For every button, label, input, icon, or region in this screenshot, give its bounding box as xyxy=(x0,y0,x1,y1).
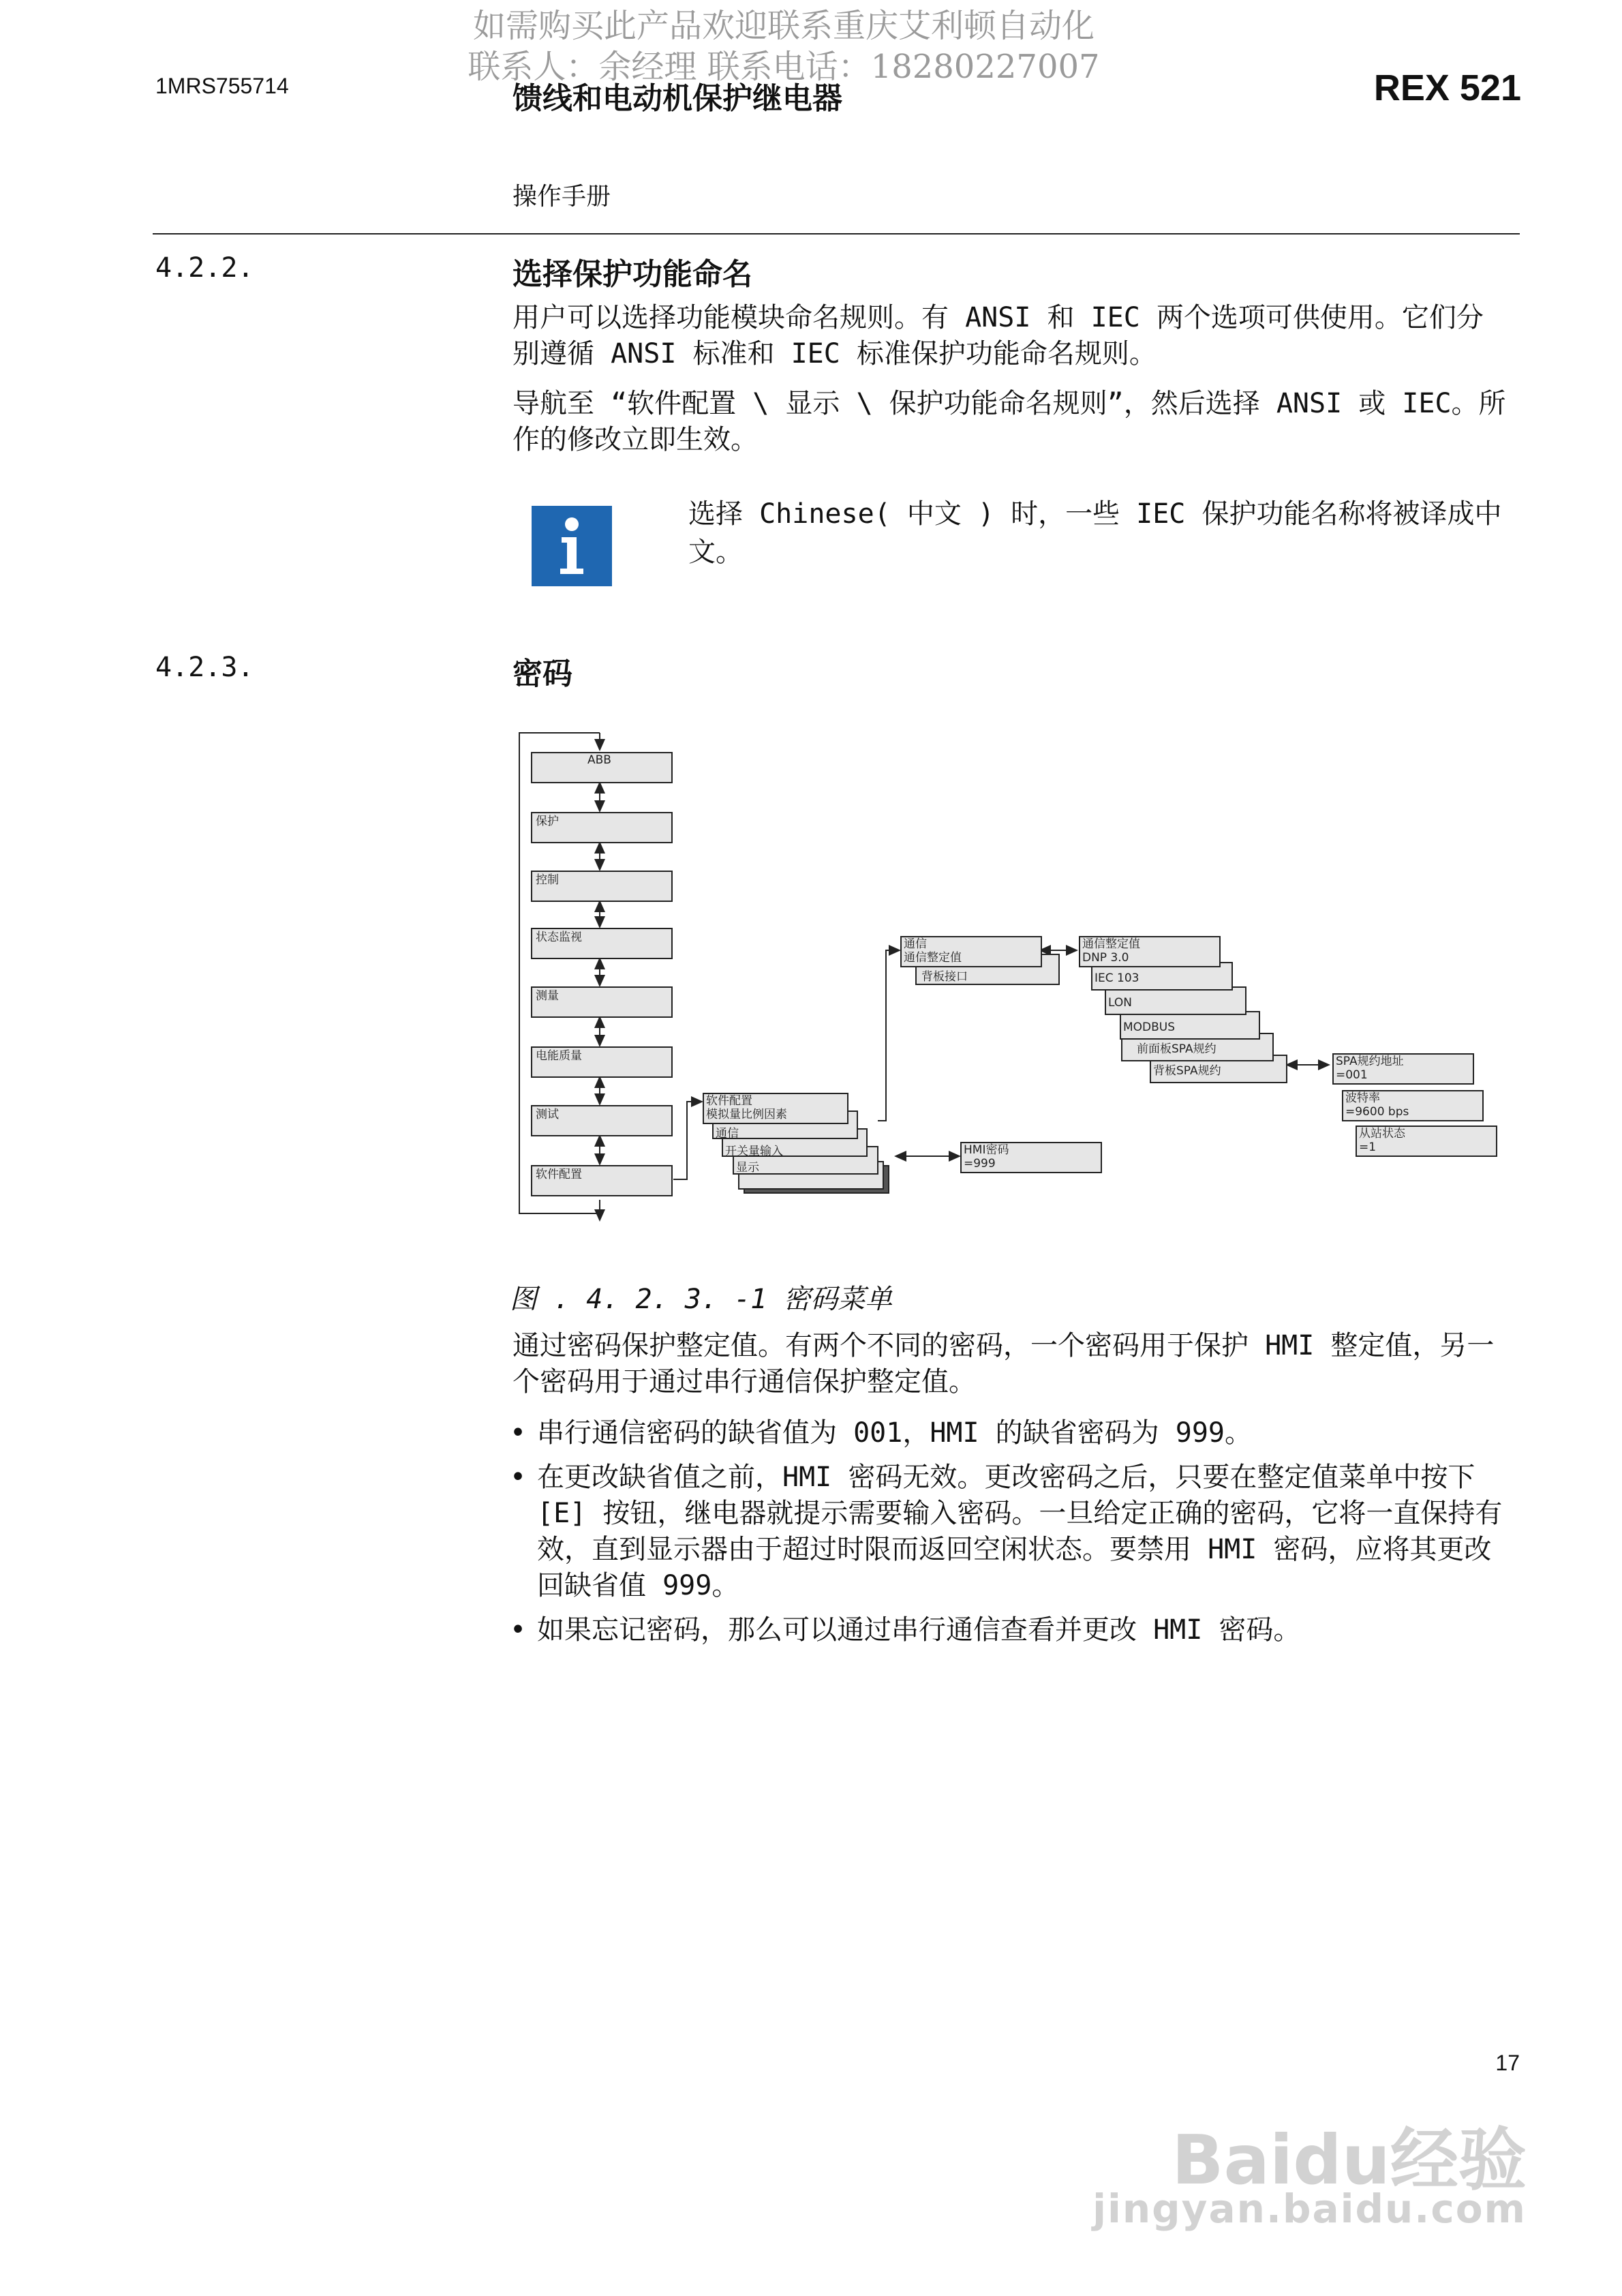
hmi-password-title: HMI密码 xyxy=(964,1143,1009,1157)
hmi-password-value: =999 xyxy=(964,1157,996,1170)
comm-settings-iec103: IEC 103 xyxy=(1095,971,1139,985)
watermark-line-2: 联系人：余经理 联系电话：18280227007 xyxy=(468,48,1100,86)
comm-settings-dnp: DNP 3.0 xyxy=(1082,951,1129,965)
list-item xyxy=(510,1460,1518,1604)
comm-backplane: 背板接口 xyxy=(921,970,968,984)
page-number: 17 xyxy=(1495,2051,1520,2075)
menu-item-power-quality: 电能质量 xyxy=(536,1049,582,1063)
spa-slave-value: =1 xyxy=(1359,1141,1377,1154)
comm-settings-title: 通信整定值 xyxy=(1082,937,1140,951)
sw-config-display: 显示 xyxy=(736,1161,759,1175)
bullet-dot: • xyxy=(510,1614,527,1646)
comm-title: 通信 xyxy=(904,937,927,951)
menu-item-measurement: 测量 xyxy=(536,989,559,1003)
watermark-line-1: 如需购买此产品欢迎联系重庆艾利顿自动化 xyxy=(472,7,1095,45)
menu-item-sw-config: 软件配置 xyxy=(536,1168,582,1181)
menu-item-abb: ABB xyxy=(587,753,611,767)
sw-config-binary-input: 开关量输入 xyxy=(725,1145,783,1158)
product-name: REX 521 xyxy=(1373,67,1521,108)
menu-item-protection: 保护 xyxy=(536,815,559,828)
section-number: 4.2.3. xyxy=(155,652,254,683)
paragraph: 导航至 “软件配置 \ 显示 \ 保护功能命名规则”，然后选择 ANSI 或 IEC。所作的修改立即生效。 xyxy=(512,388,1506,455)
comm-settings-lon: LON xyxy=(1108,996,1132,1010)
doc-title: 馈线和电动机保护继电器 xyxy=(512,81,842,116)
list-item-text: 在更改缺省值之前，HMI 密码无效。更改密码之后，只要在整定值菜单中按下 [E] 按钮，继电器就提示需要输入密码。一旦给定正确的密码，它将一直保持有效，直到显示器由于超过时限而返回空闲状态。要禁用 HMI 密码，应将其更改回缺省值 999。 xyxy=(537,1462,1503,1601)
menu-item-condition-monitor: 状态监视 xyxy=(536,931,582,944)
section-title: 选择保护功能命名 xyxy=(512,257,752,292)
comm-settings-modbus: MODBUS xyxy=(1123,1021,1176,1034)
list-item-text: 串行通信密码的缺省值为 001，HMI 的缺省密码为 999。 xyxy=(537,1417,1252,1449)
bullet-dot: • xyxy=(510,1462,527,1493)
bullet-list xyxy=(510,1415,1518,1657)
section-number: 4.2.2. xyxy=(155,252,254,284)
baidu-logo: Baidu经验 xyxy=(1172,2120,1527,2200)
baidu-url: jingyan.baidu.com xyxy=(1092,2186,1527,2232)
paragraph: 用户可以选择功能模块命名规则。有 ANSI 和 IEC 两个选项可供使用。它们分别遵循 ANSI 标准和 IEC 标准保护功能命名规则。 xyxy=(512,302,1484,369)
list-item-text: 如果忘记密码，那么可以通过串行通信查看并更改 HMI 密码。 xyxy=(537,1614,1301,1646)
password-paragraph: 通过密码保护整定值。有两个不同的密码，一个密码用于保护 HMI 整定值，另一个密码用于通过串行通信保护整定值。 xyxy=(512,1330,1495,1398)
sw-config-comm: 通信 xyxy=(716,1127,739,1141)
figure-caption: 图 . 4. 2. 3. -1 密码菜单 xyxy=(510,1284,893,1315)
sw-config-analog: 模拟量比例因素 xyxy=(706,1108,787,1121)
spa-address-label: SPA规约地址 xyxy=(1336,1055,1404,1068)
doc-id: 1MRS755714 xyxy=(155,74,289,98)
comm-settings-label: 通信整定值 xyxy=(904,951,962,965)
bullet-dot: • xyxy=(510,1417,527,1449)
spa-slave-label: 从站状态 xyxy=(1359,1127,1405,1141)
comm-settings-rear-spa: 背板SPA规约 xyxy=(1153,1064,1221,1078)
list-item xyxy=(510,1415,1518,1451)
sw-config-title: 软件配置 xyxy=(706,1094,752,1108)
spa-address-value: =001 xyxy=(1336,1068,1368,1082)
info-note-text: 选择 Chinese( 中文 ) 时，一些 IEC 保护功能名称将被译成中文。 xyxy=(688,498,1502,568)
list-item xyxy=(510,1612,1518,1648)
menu-item-test: 测试 xyxy=(536,1108,559,1121)
spa-baud-value: =9600 bps xyxy=(1345,1105,1409,1119)
section-title: 密码 xyxy=(512,656,572,691)
spa-baud-label: 波特率 xyxy=(1345,1091,1380,1105)
menu-item-control: 控制 xyxy=(536,873,559,887)
doc-subtitle: 操作手册 xyxy=(512,183,611,211)
comm-settings-front-spa: 前面板SPA规约 xyxy=(1137,1042,1216,1056)
